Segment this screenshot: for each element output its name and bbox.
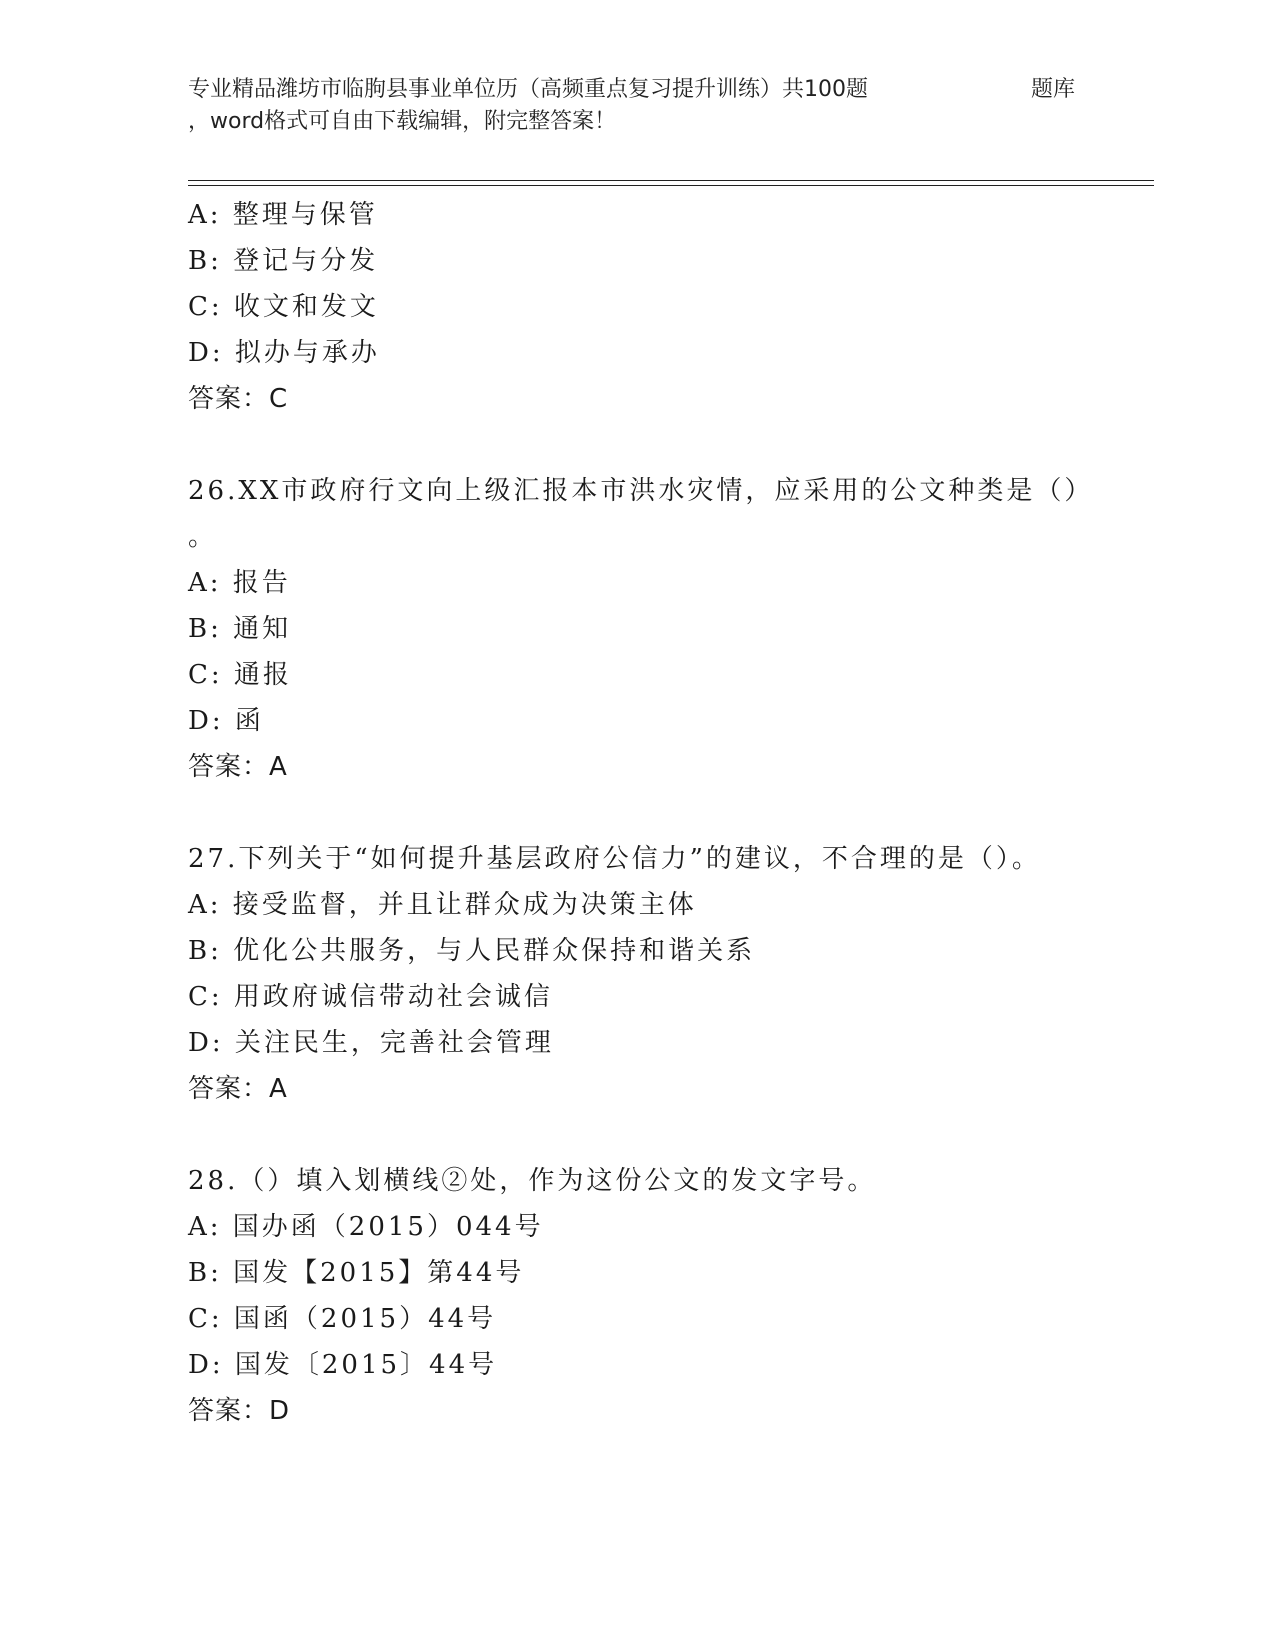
answer: 答案：C: [188, 384, 289, 414]
header-rule-top: [188, 180, 1154, 181]
option-b: B: 登记与分发: [188, 246, 379, 276]
option-c: C: 通报: [188, 660, 292, 690]
question-stem-continuation: 。: [188, 522, 218, 552]
option-d: D: 拟办与承办: [188, 338, 380, 368]
option-d: D: 关注民生，完善社会管理: [188, 1028, 554, 1058]
question-26: [188, 468, 1148, 790]
header-subtitle: ，word格式可自由下载编辑，附完整答案！: [188, 109, 617, 134]
option-c: C: 国函（2015）44号: [188, 1304, 497, 1334]
page-header: [188, 74, 1148, 138]
spacer: [188, 422, 1148, 468]
question-28: [188, 1158, 1148, 1434]
option-a: A: 整理与保管: [188, 200, 378, 230]
spacer: [188, 1112, 1148, 1158]
question-25: [188, 192, 1148, 422]
question-stem: 27.下列关于“如何提升基层政府公信力”的建议，不合理的是（）。: [188, 844, 1041, 874]
option-c: C: 收文和发文: [188, 292, 379, 322]
question-stem: 26.XX市政府行文向上级汇报本市洪水灾情，应采用的公文种类是（）: [188, 476, 1094, 506]
question-list: [188, 192, 1148, 1434]
option-a: A: 接受监督，并且让群众成为决策主体: [188, 890, 697, 920]
option-a: A: 报告: [188, 568, 291, 598]
header-tag: 题库: [1031, 77, 1076, 102]
option-b: B: 通知: [188, 614, 292, 644]
option-b: B: 国发【2015】第44号: [188, 1258, 525, 1288]
option-c: C: 用政府诚信带动社会诚信: [188, 982, 553, 1012]
option-a: A: 国办函（2015）044号: [188, 1212, 544, 1242]
option-b: B: 优化公共服务，与人民群众保持和谐关系: [188, 936, 756, 966]
header-rule-bottom: [188, 185, 1154, 186]
question-stem: 28.（）填入划横线②处，作为这份公文的发文字号。: [188, 1166, 877, 1196]
answer: 答案：A: [188, 752, 288, 782]
answer: 答案：D: [188, 1396, 291, 1426]
option-d: D: 函: [188, 706, 264, 736]
answer: 答案：A: [188, 1074, 288, 1104]
option-d: D: 国发〔2015〕44号: [188, 1350, 498, 1380]
spacer: [188, 790, 1148, 836]
question-27: [188, 836, 1148, 1112]
header-title: 专业精品潍坊市临朐县事业单位历（高频重点复习提升训练）共100题: [188, 77, 868, 102]
